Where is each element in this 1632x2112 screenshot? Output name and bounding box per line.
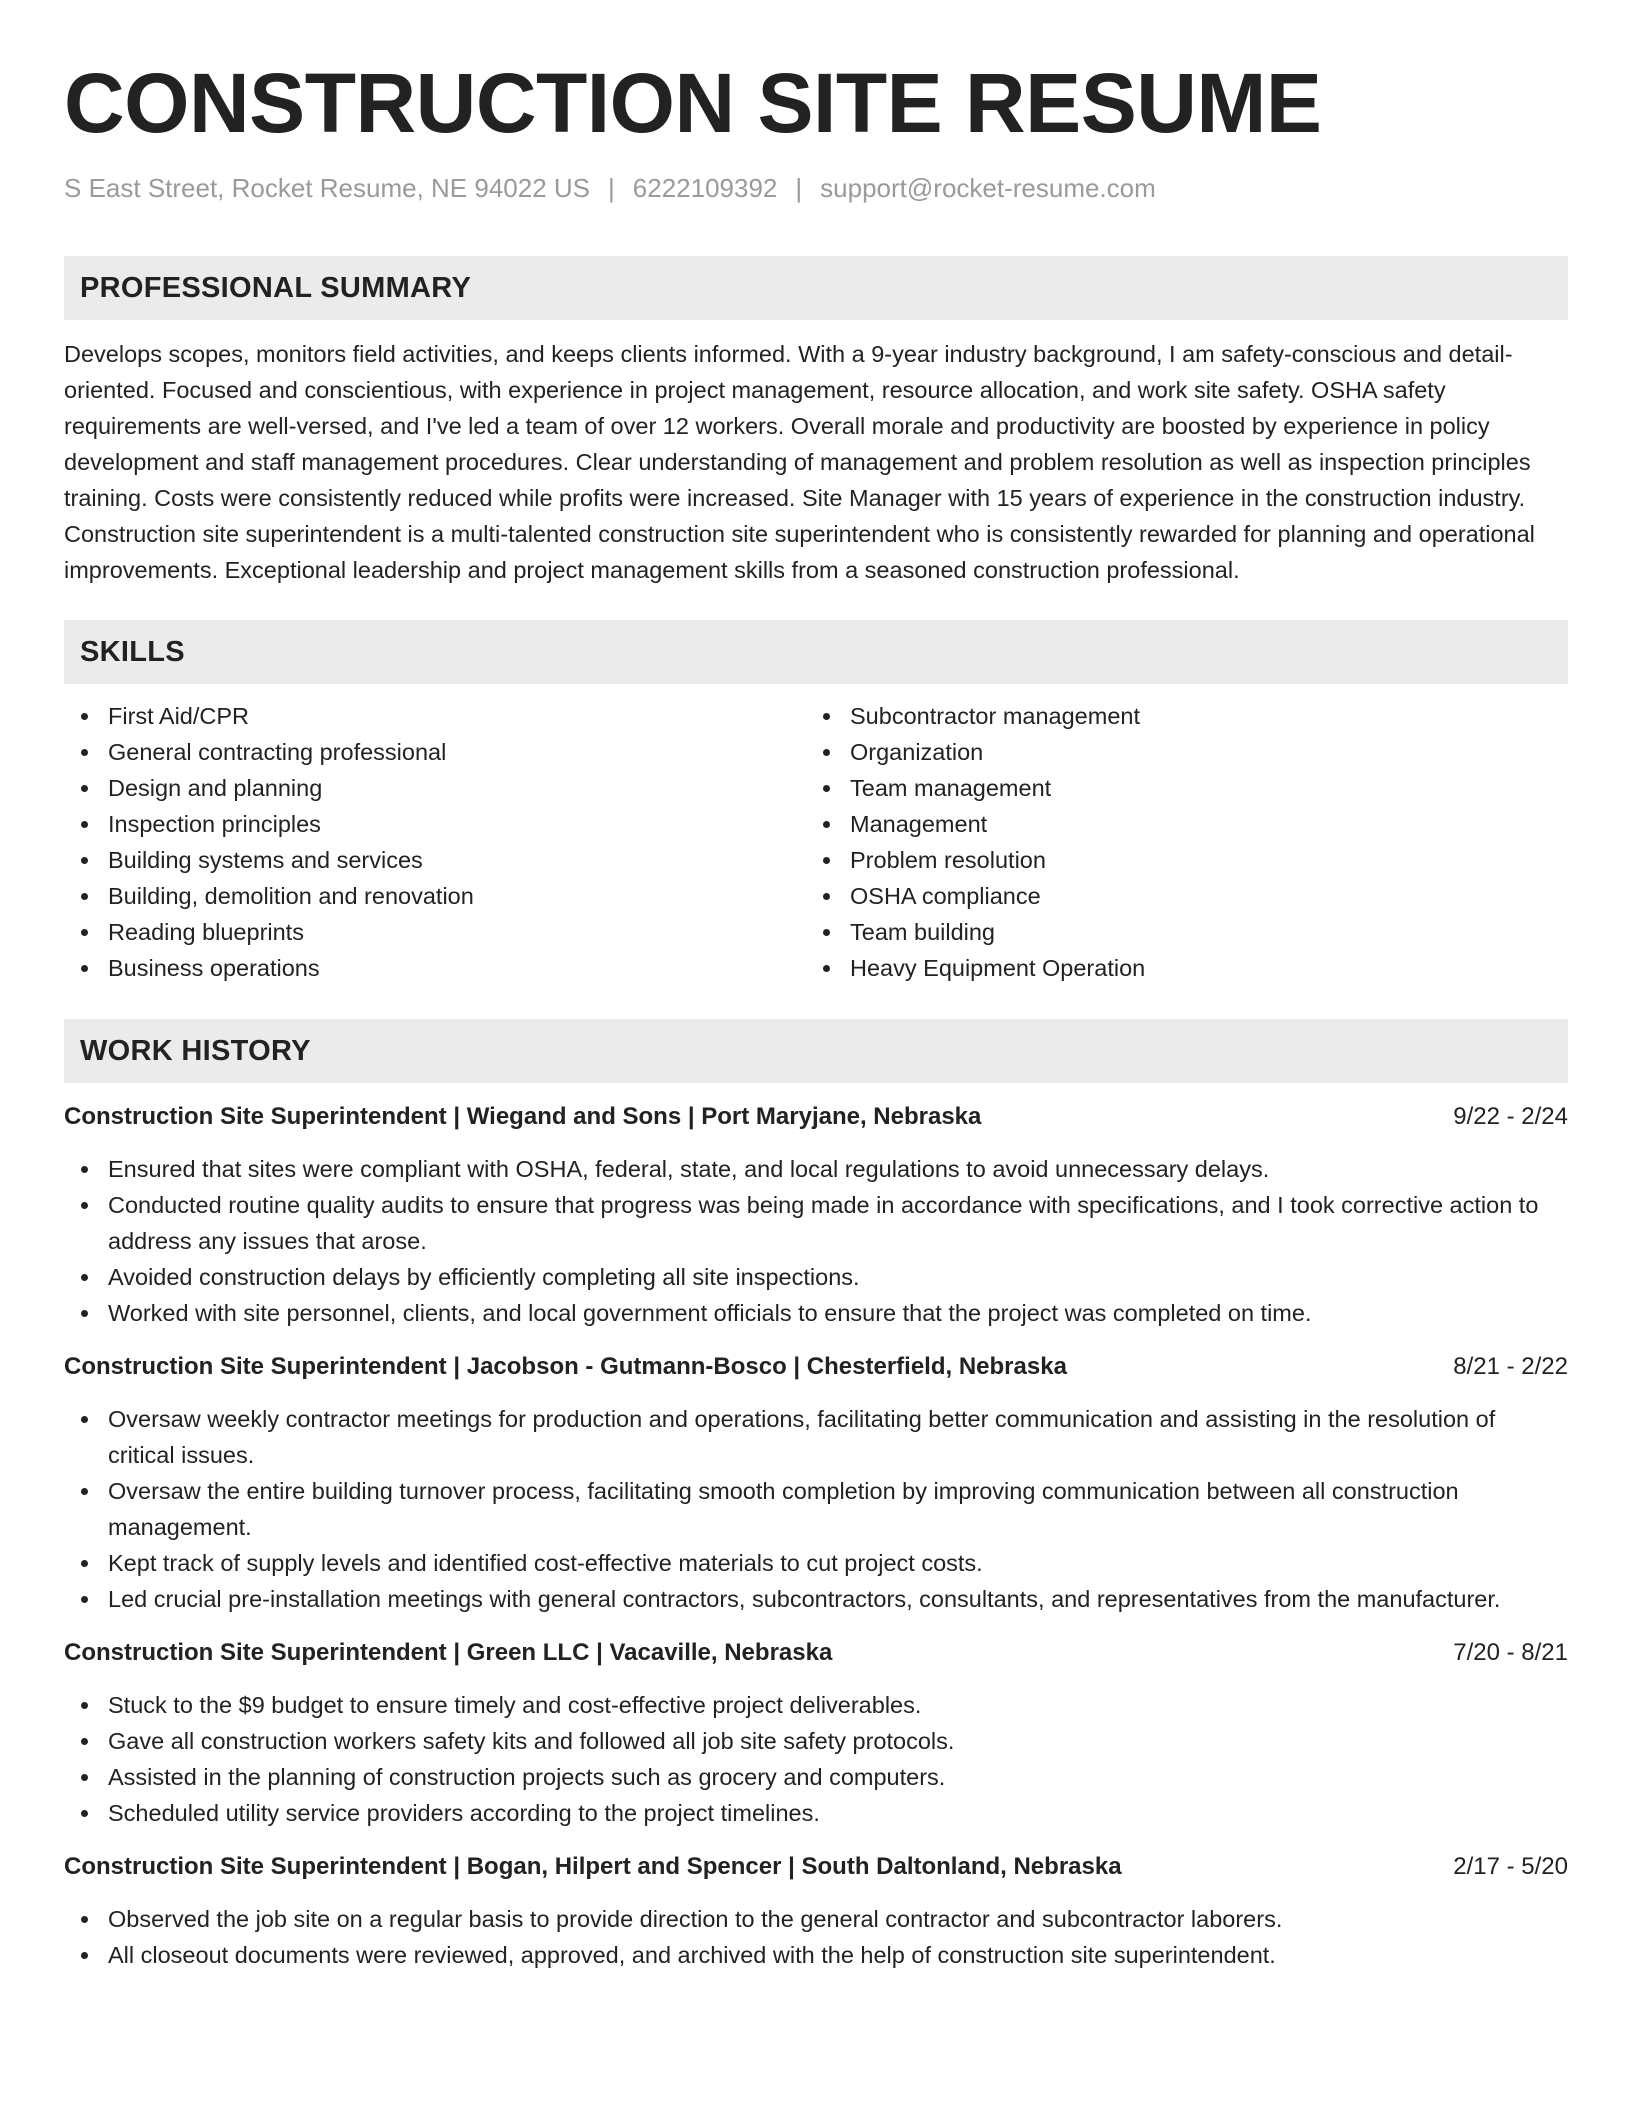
resume-page	[64, 48, 1568, 1973]
job-bullet: All closeout documents were reviewed, approved, and archived with the help of construction site superintendent.	[64, 1937, 1568, 1973]
job-entry	[64, 1637, 1568, 1831]
skill-item: Problem resolution	[806, 842, 1548, 878]
section-header-summary: PROFESSIONAL SUMMARY	[64, 256, 1568, 320]
job-bullet: Kept track of supply levels and identified cost-effective materials to cut project costs.	[64, 1545, 1568, 1581]
contact-phone: 6222109392	[632, 173, 778, 203]
skills-list-left	[64, 698, 806, 986]
job-title: Construction Site Superintendent | Bogan, Hilpert and Spencer | South Daltonland, Nebraska	[64, 1853, 1122, 1880]
job-entry	[64, 1351, 1568, 1617]
contact-separator: |	[608, 173, 615, 203]
skill-item: Team building	[806, 914, 1548, 950]
summary-text: Develops scopes, monitors field activities, and keeps clients informed. With a 9-year industry background, I am safety-conscious and detail-oriented. Focused and conscientious, with experience in project management, resource allocation, and work site safety. OSHA safety requirements are well-versed, and I've led a team of over 12 workers. Overall morale and productivity are boosted by experience in policy development and staff management procedures. Clear understanding of management and problem resolution as well as inspection principles training. Costs were consistently reduced while profits were increased. Site Manager with 15 years of experience in the construction industry. Construction site superintendent is a multi-talented construction site superintendent who is consistently rewarded for planning and operational improvements. Exceptional leadership and project management skills from a seasoned construction professional.	[64, 341, 1535, 583]
contact-line	[64, 170, 1568, 206]
skill-item: Subcontractor management	[806, 698, 1548, 734]
skill-item: Team management	[806, 770, 1548, 806]
job-bullet: Ensured that sites were compliant with OSHA, federal, state, and local regulations to avoid unnecessary delays.	[64, 1151, 1568, 1187]
skill-item: Management	[806, 806, 1548, 842]
job-bullet: Conducted routine quality audits to ensure that progress was being made in accordance with specifications, and I took corrective action to address any issues that arose.	[64, 1187, 1568, 1259]
job-bullet: Assisted in the planning of construction projects such as grocery and computers.	[64, 1759, 1568, 1795]
job-bullet: Observed the job site on a regular basis to provide direction to the general contractor and subcontractor laborers.	[64, 1901, 1568, 1937]
skill-item: Inspection principles	[64, 806, 806, 842]
job-title: Construction Site Superintendent | Jacobson - Gutmann-Bosco | Chesterfield, Nebraska	[64, 1353, 1067, 1380]
skills-columns	[64, 698, 1568, 986]
skills-list-right	[806, 698, 1548, 986]
job-dates: 7/20 - 8/21	[1453, 1639, 1568, 1666]
job-dates: 9/22 - 2/24	[1453, 1103, 1568, 1130]
section-header-skills: SKILLS	[64, 620, 1568, 684]
job-bullet: Oversaw the entire building turnover process, facilitating smooth completion by improving communication between all construction management.	[64, 1473, 1568, 1545]
skill-item: Design and planning	[64, 770, 806, 806]
job-dates: 8/21 - 2/22	[1453, 1353, 1568, 1380]
job-bullet: Stuck to the $9 budget to ensure timely and cost-effective project deliverables.	[64, 1687, 1568, 1723]
skill-item: Reading blueprints	[64, 914, 806, 950]
job-bullet: Led crucial pre-installation meetings with general contractors, subcontractors, consultants, and representatives from the manufacturer.	[64, 1581, 1568, 1617]
contact-address: S East Street, Rocket Resume, NE 94022 US	[64, 173, 591, 203]
skill-item: First Aid/CPR	[64, 698, 806, 734]
contact-email: support@rocket-resume.com	[820, 173, 1156, 203]
section-header-work-history: WORK HISTORY	[64, 1019, 1568, 1083]
job-bullet: Gave all construction workers safety kits and followed all job site safety protocols.	[64, 1723, 1568, 1759]
job-entry	[64, 1101, 1568, 1331]
job-title: Construction Site Superintendent | Wiegand and Sons | Port Maryjane, Nebraska	[64, 1103, 982, 1130]
skill-item: Building systems and services	[64, 842, 806, 878]
job-bullets	[64, 1401, 1568, 1617]
job-entry	[64, 1851, 1568, 1973]
job-dates: 2/17 - 5/20	[1453, 1853, 1568, 1880]
job-header	[64, 1637, 1568, 1669]
contact-separator: |	[795, 173, 803, 203]
job-header	[64, 1101, 1568, 1133]
skill-item: Business operations	[64, 950, 806, 986]
resume-title: CONSTRUCTION SITE RESUME	[64, 56, 1322, 150]
job-bullets	[64, 1151, 1568, 1331]
job-header	[64, 1851, 1568, 1883]
skill-item: Heavy Equipment Operation	[806, 950, 1548, 986]
skill-item: OSHA compliance	[806, 878, 1548, 914]
job-bullet: Oversaw weekly contractor meetings for production and operations, facilitating better communication and assisting in the resolution of critical issues.	[64, 1401, 1568, 1473]
job-bullet: Worked with site personnel, clients, and local government officials to ensure that the project was completed on time.	[64, 1295, 1568, 1331]
skill-item: Organization	[806, 734, 1548, 770]
job-bullet: Avoided construction delays by efficiently completing all site inspections.	[64, 1259, 1568, 1295]
job-bullets	[64, 1687, 1568, 1831]
job-bullet: Scheduled utility service providers according to the project timelines.	[64, 1795, 1568, 1831]
job-bullets	[64, 1901, 1568, 1973]
job-header	[64, 1351, 1568, 1383]
work-history-list	[64, 1101, 1568, 1973]
skill-item: General contracting professional	[64, 734, 806, 770]
skill-item: Building, demolition and renovation	[64, 878, 806, 914]
job-title: Construction Site Superintendent | Green LLC | Vacaville, Nebraska	[64, 1639, 833, 1666]
